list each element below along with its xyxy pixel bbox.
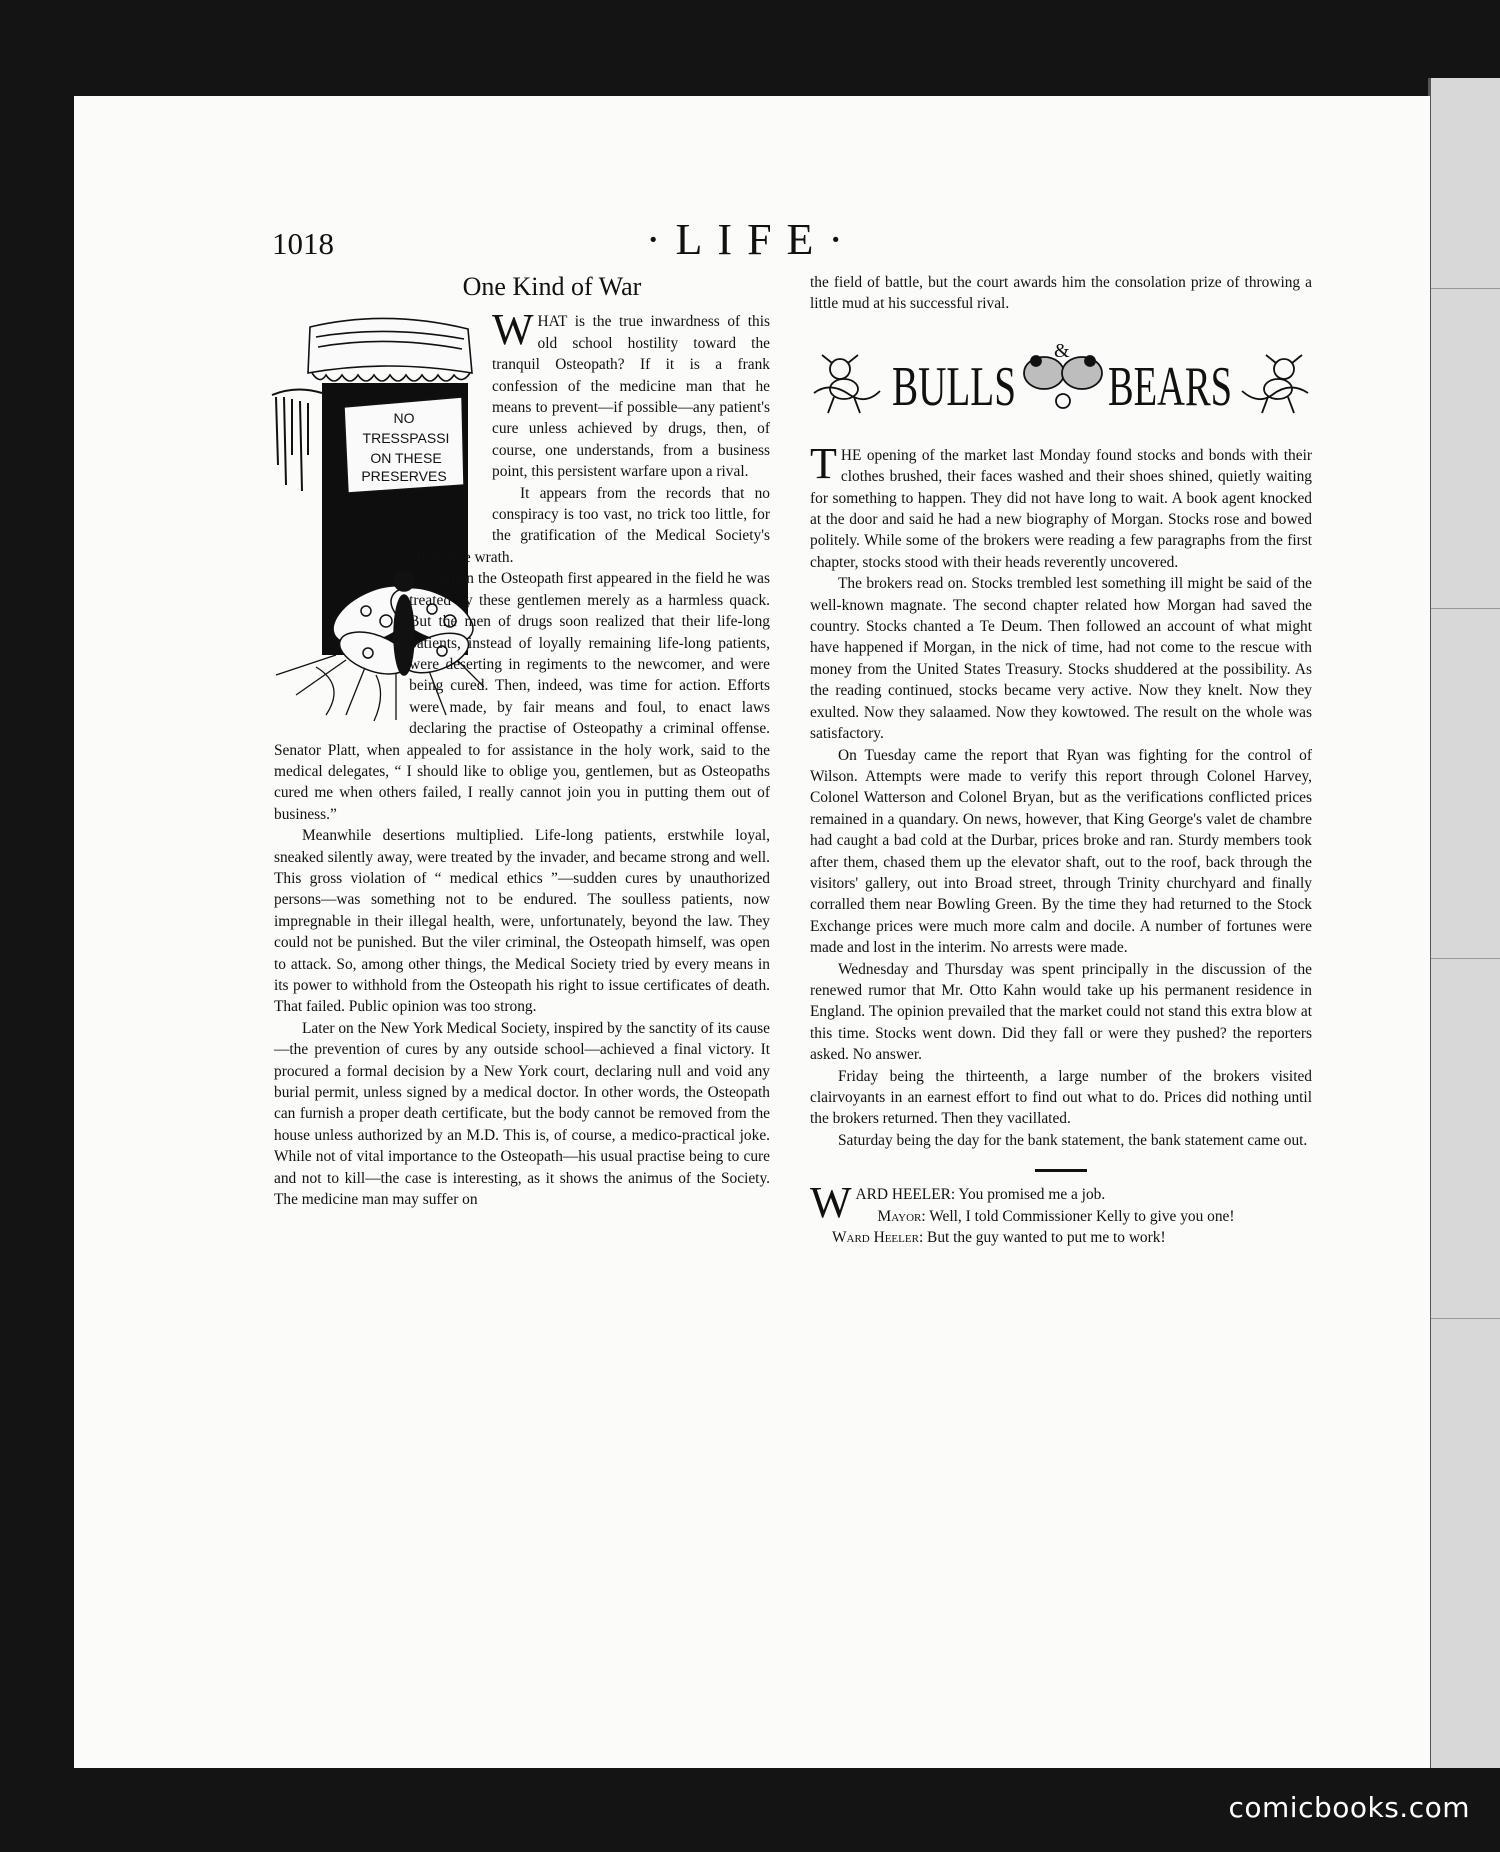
section-divider (1035, 1169, 1087, 1172)
article-paragraph: It appears from the records that no conspiracy is too vast, no trick too little, for the gratification of the Medical Society's vindictive wrath. (409, 484, 770, 566)
left-column (274, 272, 770, 1210)
sign-line-4: PRESERVES (361, 468, 447, 485)
speaker-ward-heeler-2: Ward Heeler (832, 1229, 919, 1247)
right-column (810, 272, 1312, 1248)
sign-line-2: TRESSPASSI (362, 430, 450, 447)
banner-ampersand: & (1054, 339, 1070, 362)
dialogue-text-3: : But the guy wanted to put me to work! (918, 1229, 1166, 1247)
page-number: 1018 (272, 226, 334, 261)
sign-line-3: ON THESE (370, 450, 442, 467)
article-title: One Kind of War (462, 272, 642, 301)
bulls-bears-paragraph: Wednesday and Thursday was spent principally in the discussion of the renewed rumor that Mr. Otto Kahn would take up his permanent residence in England. The opinion prevailed that the market could not stand this extra blow at this time. Stocks went down. Did they fall or were they pushed? the reporters asked. No answer. (810, 960, 1312, 1064)
continued-text: the field of battle, but the court awards him the consolation prize of throwing a little mud at his successful rival. (810, 274, 1312, 313)
banner-word-bears: BEARS (1108, 355, 1232, 418)
speaker-mayor: Mayor (877, 1207, 922, 1225)
bulls-bears-banner (810, 333, 1312, 423)
dialogue-line-3 (810, 1227, 1312, 1248)
bulls-bears-paragraph: Saturday being the day for the bank statement, the bank statement came out. (838, 1131, 1308, 1149)
running-head: ·LIFE· (645, 215, 859, 264)
bulls-bears-paragraph: On Tuesday came the report that Ryan was fighting for the control of Wilson. Attempts were made to verify this report through Colonel Harvey, Colonel Watterson and Colonel Bryan, but as the verifications conflicted prices remained in a quandary. On news, however, that King George's valet de chambre had caught a bad cold at the Durbar, prices broke and ran. Sturdy members took after them, chased them up the elevator shaft, out to the roof, back through the visitors' gallery, out into Broad street, through Trinity churchyard and finally corralled them near Bowling Green. By the time they had returned to the Stock Exchange prices were much more calm and docile. A number of fortunes were made and lost in the interim. No arrests were made. (810, 746, 1312, 957)
bulls-bears-paragraph: Friday being the thirteenth, a large number of the brokers visited clairvoyants in an earnest effort to find out what to do. Prices did nothing until the brokers returned. Then they vacillated. (810, 1067, 1312, 1128)
adjacent-page-edge (1428, 78, 1500, 1768)
magazine-page (74, 96, 1430, 1768)
watermark: comicbooks.com (1228, 1791, 1470, 1824)
dialogue-line-2 (810, 1206, 1312, 1227)
article-paragraph: HAT is the true inwardness of this old school hostility toward the tranquil Osteopath? If it is a frank confession of the medicine man that he means to prevent—if possible—any patient's cure unless achieved by drugs, then, of course, one understands, from a business point, this persistent warfare upon a rival. (492, 313, 770, 481)
bulls-bears-paragraph: HE opening of the market last Monday found stocks and bonds with their clothes brushed, their faces washed and their shoes shined, quietly waiting for something to happen. They did not have long to wait. A book agent knocked at the door and said he had a new biography of Morgan. Stocks rose and bowed politely. While some of the brokers were reading a few paragraphs from the first chapter, stocks stood with their heads reverently uncovered. (810, 446, 1312, 571)
dropcap-w-dialogue: W (810, 1178, 852, 1228)
speaker-ward-heeler: ARD HEELER (855, 1186, 951, 1204)
dialogue-line-1 (810, 1184, 1312, 1205)
dialogue-text-2: : Well, I told Commissioner Kelly to give you one! (921, 1207, 1235, 1225)
dialogue-text-1: : You promised me a job. (950, 1186, 1106, 1204)
article-paragraph: Later on the New York Medical Society, inspired by the sanctity of its cause—the prevention of cures by any outside school—achieved a final victory. It procured a formal decision by a New York court, declaring null and void any burial permit, unless signed by a medical doctor. In other words, the Osteopath can furnish a proper death certificate, but the body cannot be removed from the house unless authorized by an M.D. This is, of course, a medico-practical joke. While not of vital importance to the Osteopath—his usual practise being to cure and not to kill—the case is interesting, as it shows the animus of the Society. The medicine man may suffer on (274, 1019, 770, 1209)
dropcap-w: W (492, 305, 534, 355)
bulls-bears-paragraph: The brokers read on. Stocks trembled lest something ill might be said of the well-known magnate. The second chapter related how Morgan had saved the country. Stocks chanted a Te Deum. Then followed an account of what might have happened if Morgan, in the nick of time, had not come to the rescue with money from the United States Treasury. Stocks shuddered at the possibility. As the reading continued, stocks became very active. Now they knelt. Now they exulted. Now they salaamed. Now they kowtowed. The result on the whole was satisfactory. (810, 575, 1312, 743)
article-paragraph: Meanwhile desertions multiplied. Life-long patients, erstwhile loyal, sneaked silently away, were treated by the invader, and became strong and well. This gross violation of “ medical ethics ”—sudden cures by unauthorized persons—was something not to be endured. The soulless patients, now impregnable in their illegal health, were, unfortunately, beyond the law. They could not be punished. But the viler criminal, the Osteopath himself, was open to attack. So, among other things, the Medical Society tried by every means in its power to withhold from the Osteopath his right to issue certificates of death. That failed. Public opinion was too strong. (274, 827, 770, 1016)
banner-art (810, 333, 1312, 423)
article-paragraph: When the Osteopath first appeared in the field he was treated by these gentlemen merely as a harmless quack. But the men of drugs soon realized that their life-long patients, instead of loyally remaining life-long patients, were deserting in regiments to the newcomer, and were being cured. Then, indeed, was time for action. Efforts were made, by fair means and foul, to enact laws declaring the practise of Osteopathy a criminal offense. Senator Platt, when appealed to for assistance in the holy work, said to the medical delegates, “ I should like to oblige you, gentlemen, but as Osteopaths cured me when others failed, I really cannot join you in putting them out of business.” (274, 570, 770, 823)
sign-line-1: NO (393, 410, 415, 427)
banner-word-bulls: BULLS (892, 355, 1016, 418)
dropcap-t: T (810, 438, 837, 488)
ward-heeler-joke (810, 1178, 1312, 1248)
